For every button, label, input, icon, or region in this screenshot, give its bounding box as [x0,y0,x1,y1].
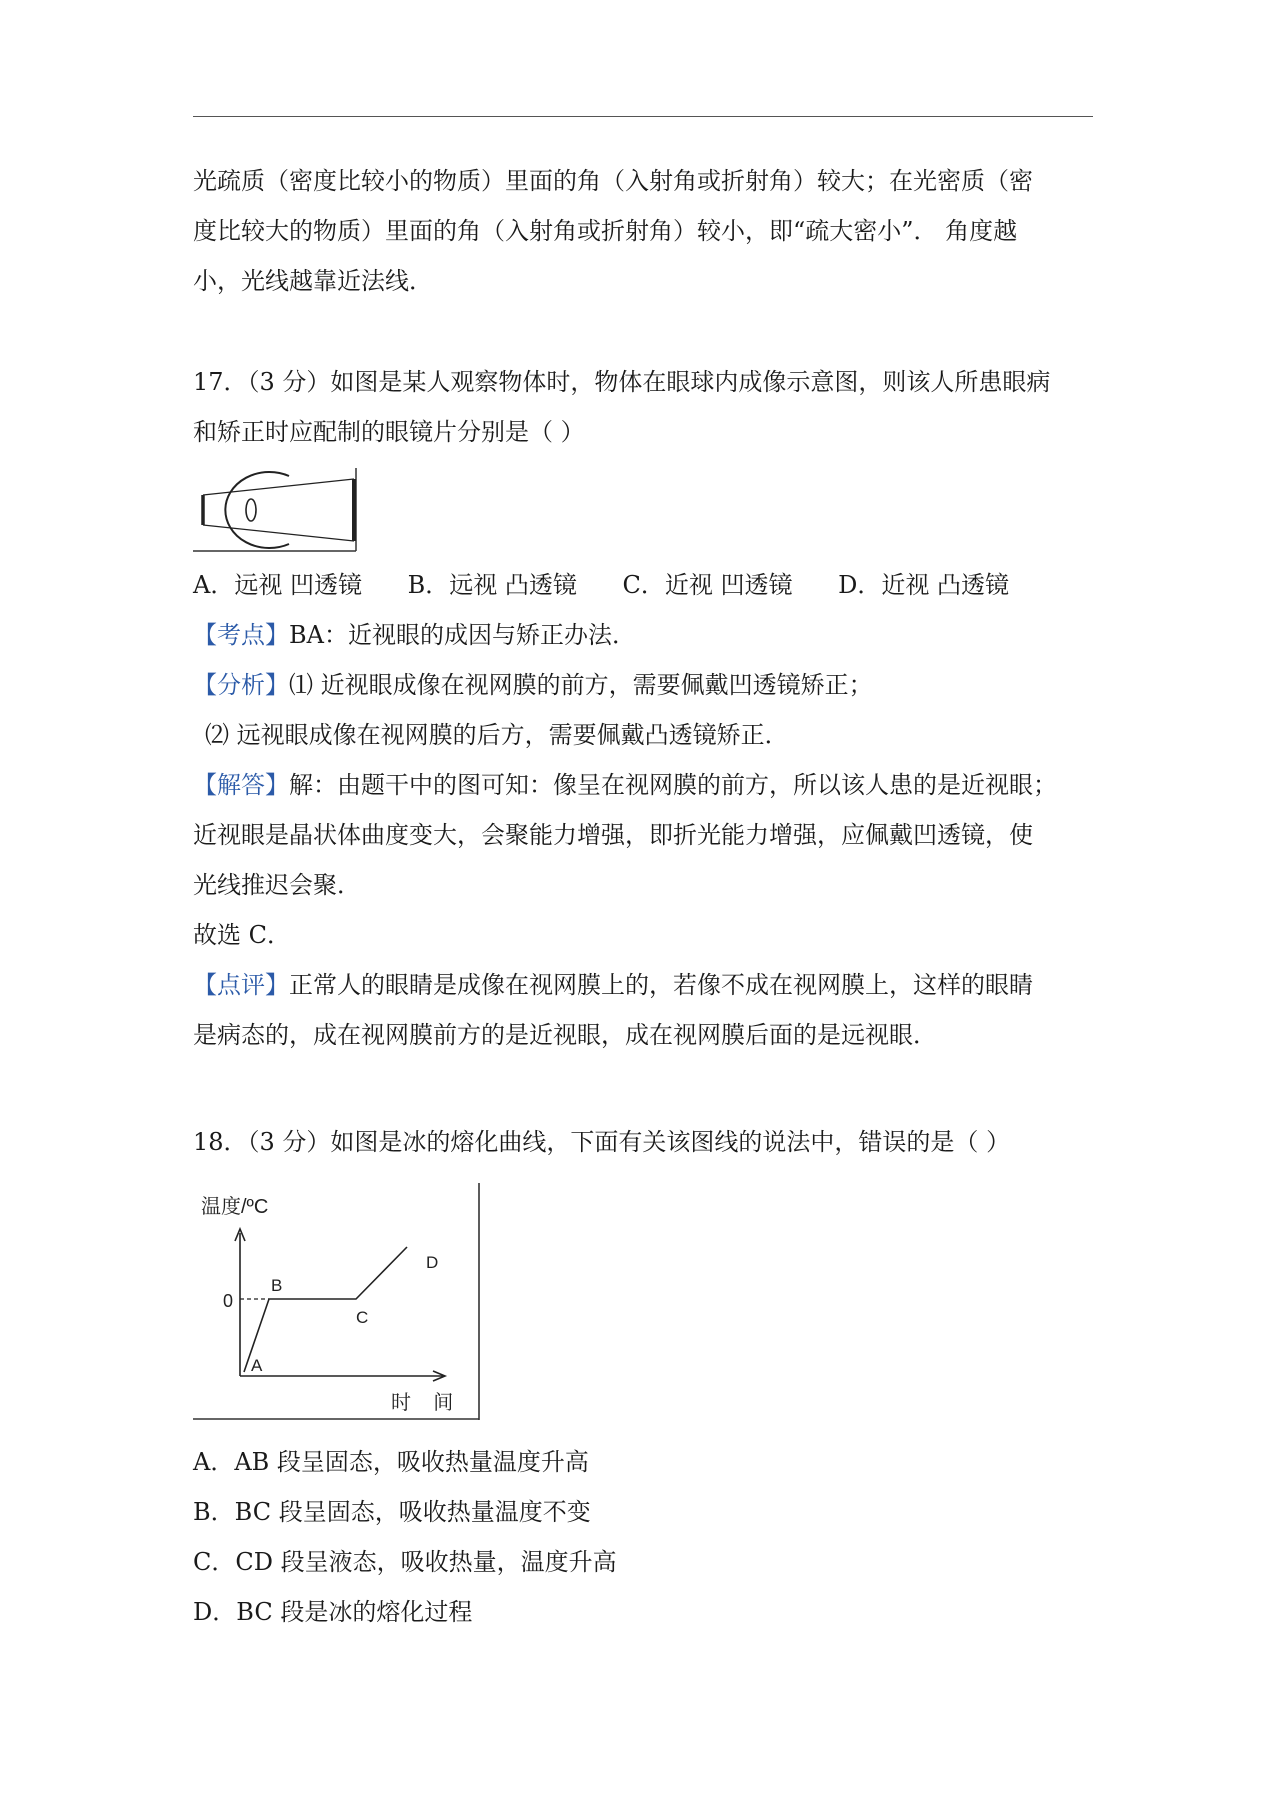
graph-ylabel: 温度/ºC [201,1196,269,1218]
q17-option-c[interactable]: C．近视 凹透镜 [622,571,793,599]
q17-option-d[interactable]: D．近视 凸透镜 [838,571,1010,599]
header-rule [193,116,1093,117]
q18-option-b[interactable]: B．BC 段呈固态，吸收热量温度不变 [193,1498,591,1526]
q18-stem-line: 18．（3 分）如图是冰的熔化曲线，下面有关该图线的说法中，错误的是（ ） [193,1128,1011,1156]
dianping-tag: 【点评】 [193,971,289,999]
q18-options [193,1437,1098,1637]
dianping-line [193,960,1098,1010]
q18-option-a[interactable]: A．AB 段呈固态，吸收热量温度升高 [193,1448,589,1476]
q17-stem-line: 和矫正时应配制的眼镜片分别是（ ） [193,418,585,446]
eye-diagram [193,468,363,552]
q17-options [193,560,1098,610]
q18-stem [193,1117,1098,1167]
kaodian-text: BA：近视眼的成因与矫正办法． [289,621,636,649]
jieda-text: 解：由题干中的图可知：像呈在视网膜的前方，所以该人患的是近视眼； [289,771,1057,799]
ice-melting-graph [193,1183,483,1421]
kaodian-tag: 【考点】 [193,621,289,649]
graph-point-b: B [271,1276,283,1295]
dianping-line-2: 是病态的，成在视网膜前方的是近视眼，成在视网膜后面的是远视眼． [193,1021,937,1049]
graph-zero-label: 0 [223,1291,234,1311]
q17-stem-line: 17．（3 分）如图是某人观察物体时，物体在眼球内成像示意图，则该人所患眼病 [193,368,1051,396]
q17-stem [193,357,1098,457]
jieda-tag: 【解答】 [193,771,289,799]
graph-point-c: C [356,1308,369,1327]
answer-line: 故选 C． [193,921,291,949]
graph-point-a: A [251,1356,263,1375]
fenxi-line [193,660,1098,710]
graph-xlabel: 时 间 [391,1392,454,1414]
jieda-line [193,760,1098,810]
fenxi-tag: 【分析】 [193,671,289,699]
dianping-text: 正常人的眼睛是成像在视网膜上的，若像不成在视网膜上，这样的眼睛 [289,971,1033,999]
fenxi-text: ⑴ 近视眼成像在视网膜的前方，需要佩戴凹透镜矫正； [289,671,873,699]
q17-solution [193,610,1098,1060]
kaodian-line [193,610,1098,660]
intro-line: 光疏质（密度比较小的物质）里面的角（入射角或折射角）较大；在光密质（密 [193,167,1033,195]
jieda-line-2: 近视眼是晶状体曲度变大，会聚能力增强，即折光能力增强，应佩戴凹透镜，使 [193,821,1033,849]
jieda-line-3: 光线推迟会聚． [193,871,361,899]
intro-paragraph [193,156,1098,306]
q18-option-d[interactable]: D．BC 段是冰的熔化过程 [193,1598,473,1626]
graph-point-d: D [426,1253,439,1272]
q18-option-c[interactable]: C．CD 段呈液态，吸收热量，温度升高 [193,1548,617,1576]
q17-option-a[interactable]: A．远视 凹透镜 [193,571,362,599]
intro-line: 小，光线越靠近法线． [193,267,433,295]
intro-line: 度比较大的物质）里面的角（入射角或折射角）较小，即“疏大密小”． 角度越 [193,217,1018,245]
q17-option-b[interactable]: B．远视 凸透镜 [407,571,577,599]
fenxi-line-2: ⑵ 远视眼成像在视网膜的后方，需要佩戴凸透镜矫正． [205,721,789,749]
